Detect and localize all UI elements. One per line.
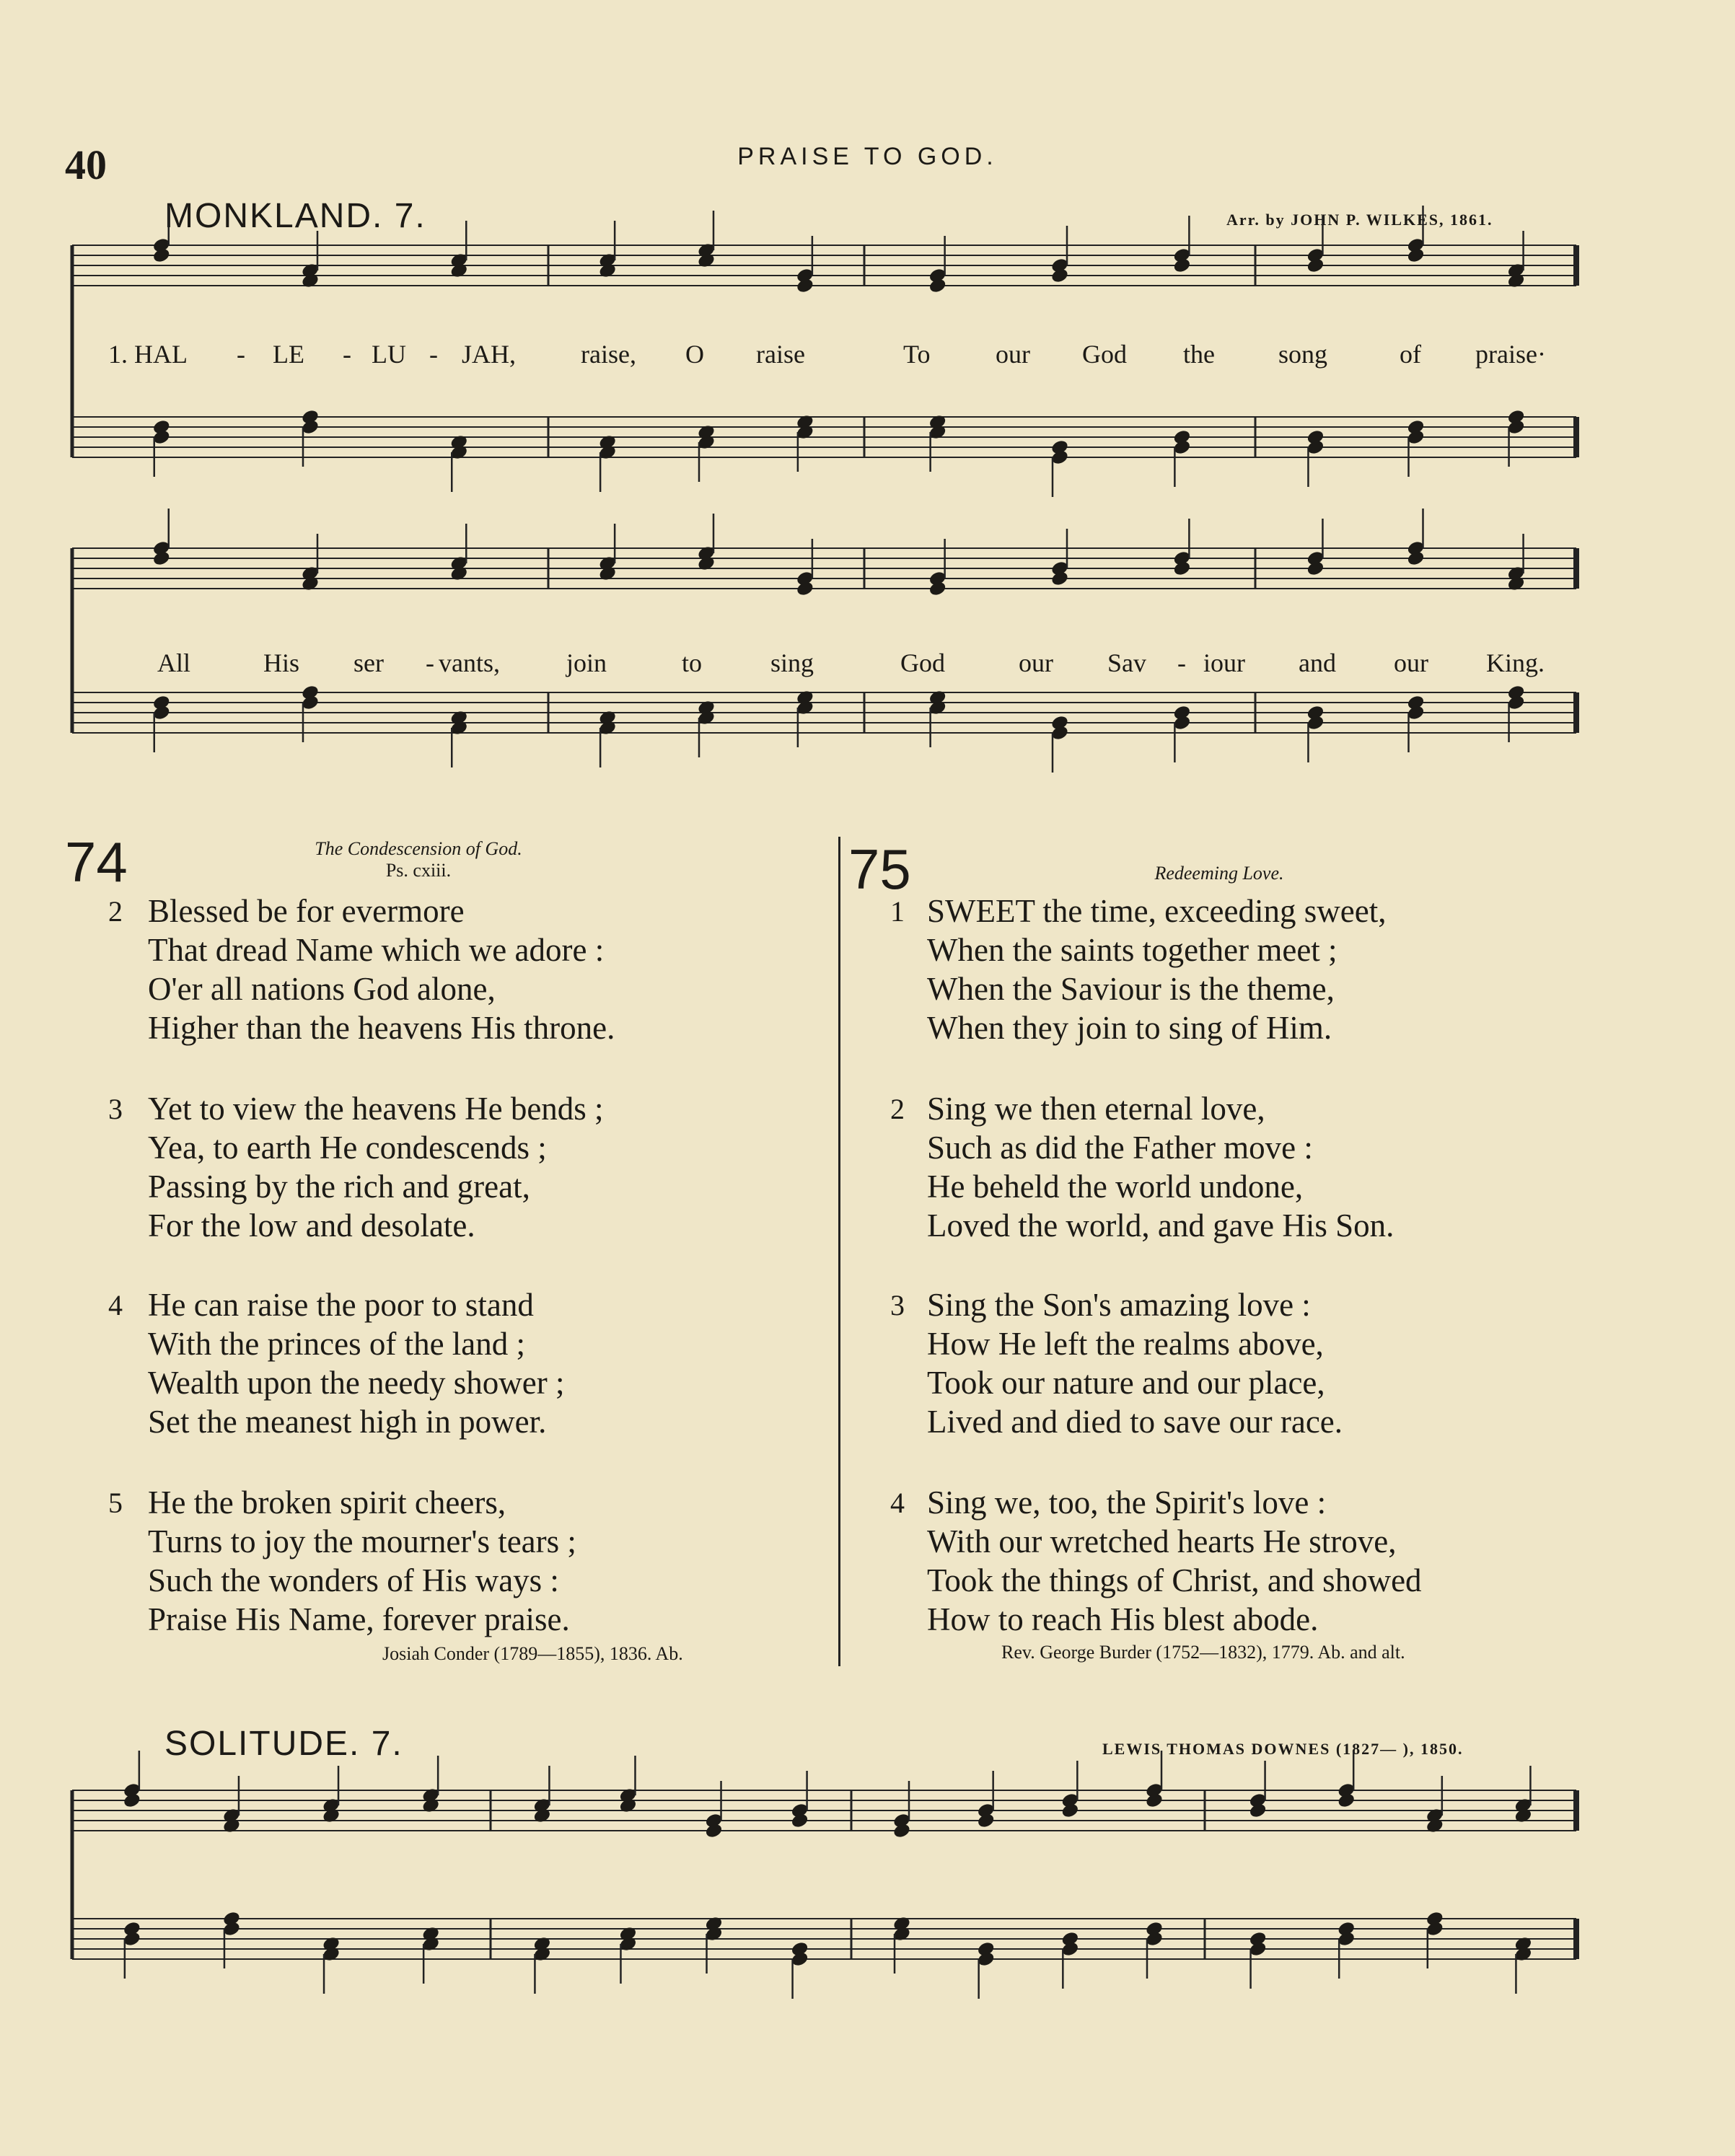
- lyric-syllable: the: [1183, 340, 1215, 369]
- verse-number: 4: [108, 1289, 123, 1321]
- verse: [148, 892, 615, 1047]
- lyric-syllable: iour: [1203, 648, 1245, 677]
- verse-line: That dread Name which we adore :: [148, 932, 605, 968]
- lyric-syllable: our: [1019, 648, 1053, 677]
- verse-line: With the princes of the land ;: [148, 1326, 526, 1362]
- verse-line: Sing we then eternal love,: [927, 1091, 1265, 1127]
- verse-number: 3: [890, 1289, 905, 1321]
- hymn-number: 75: [848, 837, 911, 901]
- lyric-syllable: 1. HAL: [108, 340, 188, 369]
- column-divider: [838, 837, 840, 1666]
- lyric-syllable: join: [566, 648, 607, 677]
- lyric-syllable: O: [685, 340, 704, 369]
- verse-line: When they join to sing of Him.: [927, 1010, 1332, 1046]
- verse-line: When the Saviour is the theme,: [927, 971, 1335, 1007]
- lyric-syllable: JAH,: [462, 340, 517, 369]
- verse-line: How to reach His blest abode.: [927, 1601, 1319, 1637]
- verse-line: Higher than the heavens His throne.: [148, 1010, 615, 1046]
- verse-line: Took our nature and our place,: [927, 1365, 1325, 1401]
- verse-line: He can raise the poor to stand: [148, 1287, 534, 1323]
- verse-line: Took the things of Christ, and showed: [927, 1562, 1422, 1598]
- verse-line: O'er all nations God alone,: [148, 971, 496, 1007]
- verse-number: 1: [890, 895, 905, 928]
- hymn-scripture: Ps. cxiii.: [385, 860, 452, 881]
- lyric-syllable: -: [237, 340, 245, 369]
- lyric-syllable: All: [157, 648, 191, 677]
- music-system-solitude: [65, 1774, 1616, 1991]
- verse-line: Passing by the rich and great,: [148, 1169, 530, 1205]
- verse-number: 4: [890, 1487, 905, 1519]
- tune-credit-solitude: LEWIS THOMAS DOWNES (1827— ), 1850.: [1102, 1740, 1464, 1758]
- lyric-syllable: raise,: [581, 340, 636, 369]
- verse: [927, 892, 1386, 1047]
- verse-line: Loved the world, and gave His Son.: [927, 1207, 1394, 1244]
- hymn-title: Redeeming Love.: [1154, 863, 1284, 884]
- lyric-syllable: -: [429, 340, 438, 369]
- verse-number: 3: [108, 1093, 123, 1125]
- verse: [148, 1089, 604, 1245]
- lyric-syllable: vants,: [439, 648, 500, 677]
- verse-line: Yet to view the heavens He bends ;: [148, 1091, 604, 1127]
- lyric-syllable: our: [996, 340, 1030, 369]
- hymn-attribution: Rev. George Burder (1752—1832), 1779. Ab. and alt.: [1001, 1642, 1405, 1663]
- lyric-syllable: LU: [372, 340, 406, 369]
- verse-line: When the saints together meet ;: [927, 932, 1338, 968]
- verse-line: Set the meanest high in power.: [148, 1404, 547, 1440]
- hymn-number: 74: [65, 830, 128, 894]
- lyric-syllable: His: [263, 648, 300, 677]
- lyric-syllable: -: [343, 340, 351, 369]
- verse-line: Blessed be for evermore: [148, 893, 465, 929]
- verse-number: 5: [108, 1487, 123, 1519]
- verse: [148, 1285, 564, 1441]
- lyric-syllable: God: [1082, 340, 1127, 369]
- lyric-syllable: sing: [770, 648, 814, 677]
- verse-line: Wealth upon the needy shower ;: [148, 1365, 565, 1401]
- verse-line: He beheld the world undone,: [927, 1169, 1304, 1205]
- lyric-syllable: raise: [756, 340, 805, 369]
- lyric-syllable: and: [1299, 648, 1336, 677]
- lyric-syllable: To: [903, 340, 931, 369]
- verse: [927, 1285, 1343, 1441]
- lyric-syllable: praise·: [1475, 340, 1546, 369]
- verse-line: With our wretched hearts He strove,: [927, 1523, 1397, 1559]
- verse-line: Sing the Son's amazing love :: [927, 1287, 1311, 1323]
- lyric-syllable: God: [900, 648, 945, 677]
- verse-line: Such as did the Father move :: [927, 1130, 1313, 1166]
- verse-line: Such the wonders of His ways :: [148, 1562, 559, 1598]
- lyric-syllable: ser: [353, 648, 384, 677]
- verse-line: Sing we, too, the Spirit's love :: [927, 1484, 1327, 1521]
- verse-line: Yea, to earth He condescends ;: [148, 1130, 547, 1166]
- verse: [927, 1089, 1394, 1245]
- running-head: PRAISE TO GOD.: [737, 143, 998, 170]
- lyric-syllable: LE: [273, 340, 304, 369]
- lyric-syllable: song: [1278, 340, 1328, 369]
- verse-line: Turns to joy the mourner's tears ;: [148, 1523, 576, 1559]
- verse-line: For the low and desolate.: [148, 1207, 475, 1244]
- verse: [927, 1483, 1422, 1639]
- lyric-syllable: -: [1177, 648, 1186, 677]
- hymn-title: The Condescension of God.: [315, 838, 522, 859]
- tune-credit-monkland: Arr. by JOHN P. WILKES, 1861.: [1226, 211, 1493, 229]
- lyric-syllable: of: [1400, 340, 1421, 369]
- verse-line: He the broken spirit cheers,: [148, 1484, 506, 1521]
- lyric-syllable: our: [1394, 648, 1428, 677]
- lyric-syllable: Sav: [1107, 648, 1146, 677]
- lyric-syllable: King.: [1486, 648, 1545, 677]
- tune-name-solitude: SOLITUDE. 7.: [164, 1725, 403, 1763]
- hymn-attribution: Josiah Conder (1789—1855), 1836. Ab.: [382, 1643, 683, 1664]
- verse-number: 2: [108, 895, 123, 928]
- verse-line: Lived and died to save our race.: [927, 1404, 1343, 1440]
- lyric-syllable: -: [426, 648, 434, 677]
- tune-name-monkland: MONKLAND. 7.: [164, 197, 426, 235]
- lyric-syllable: to: [682, 648, 703, 677]
- verse: [148, 1483, 576, 1639]
- verse-line: How He left the realms above,: [927, 1326, 1324, 1362]
- verse-line: SWEET the time, exceeding sweet,: [927, 893, 1387, 929]
- page-number: 40: [65, 141, 107, 188]
- verse-line: Praise His Name, forever praise.: [148, 1601, 570, 1637]
- verse-number: 2: [890, 1093, 905, 1125]
